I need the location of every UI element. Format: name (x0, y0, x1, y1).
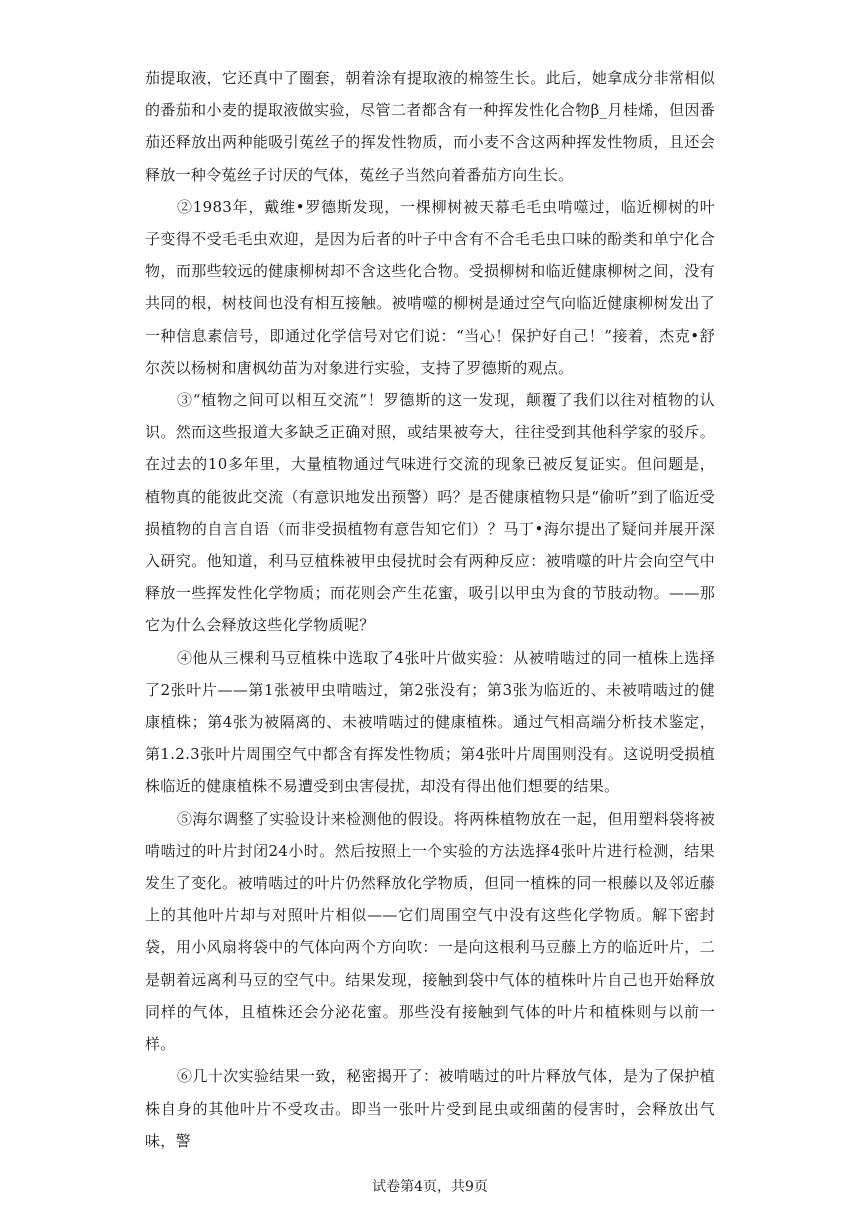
paragraph-4: ④他从三棵利马豆植株中选取了4张叶片做实验：从被啃啮过的同一植株上选择了2张叶片——第1张被甲虫啃啮过，第2张没有；第3张为临近的、未被啃啮过的健康植株；第4张为被隔离的、未被啃啮过的健康植株。通过气相高端分析技术鉴定，第1.2.3张叶片周围空气中都含有挥发性物质；第4张叶片周围则没有。这说明受损植株临近的健康植株不易遭受到虫害侵扰，却没有得出他们想要的结果。 (145, 648, 715, 796)
paragraph-6: ⑥几十次实验结果一致，秘密揭开了：被啃啮过的叶片释放气体，是为了保护植株自身的其他叶片不受攻击。即当一张叶片受到昆虫或细菌的侵害时，会释放出气味，警 (145, 1067, 715, 1150)
paragraph-continuation: 茄提取液，它还真中了圈套，朝着涂有提取液的棉签生长。此后，她拿成分非常相似的番茄和小麦的提取液做实验，尽管二者都含有一种挥发性化合物β_月桂烯，但因番茄还释放出两种能吸引菟丝子的挥发性物质，而小麦不含这两种挥发性物质，且还会释放一种令菟丝子讨厌的气体，菟丝子当然向着番茄方向生长。 (145, 69, 715, 184)
page-footer: 试卷第4页，共9页 (372, 1179, 488, 1195)
paragraph-3: ③“植物之间可以相互交流”！罗德斯的这一发现，颠覆了我们以往对植物的认识。然而这些报道大多缺乏正确对照，或结果被夸大，往往受到其他科学家的驳斥。在过去的10多年里，大量植物通过气味进行交流的现象已被反复证实。但问题是，植物真的能彼此交流（有意识地发出预警）吗？是否健康植物只是“偷听”到了临近受损植物的自言自语（而非受损植物有意告知它们）？马丁•海尔提出了疑问并展开深入研究。他知道，利马豆植株被甲虫侵扰时会有两种反应：被啃噬的叶片会向空气中释放一些挥发性化学物质；而花则会产生花蜜，吸引以甲虫为食的节肢动物。——那它为什么会释放这些化学物质呢？ (145, 391, 715, 635)
paragraph-2: ②1983年，戴维•罗德斯发现，一棵柳树被天幕毛毛虫啃噬过，临近柳树的叶子变得不受毛毛虫欢迎，是因为后者的叶子中含有不合毛毛虫口味的酚类和单宁化合物，而那些较远的健康柳树却不含这些化合物。受损柳树和临近健康柳树之间，没有共同的根，树枝间也没有相互接触。被啃噬的柳树是通过空气向临近健康柳树发出了一种信息素信号，即通过化学信号对它们说：“当心！保护好自己！”接着，杰克•舒尔茨以杨树和唐枫幼苗为对象进行实验，支持了罗德斯的观点。 (145, 197, 715, 377)
paragraph-5: ⑤海尔调整了实验设计来检测他的假设。将两株植物放在一起，但用塑料袋将被啃啮过的叶片封闭24小时。然后按照上一个实验的方法选择4张叶片进行检测，结果发生了变化。被啃啮过的叶片仍然释放化学物质，但同一植株的同一根藤以及邻近藤上的其他叶片却与对照叶片相似——它们周围空气中没有这些化学物质。解下密封袋，用小风扇将袋中的气体向两个方向吹：一是向这根利马豆藤上方的临近叶片，二是朝着远离利马豆的空气中。结果发现，接触到袋中气体的植株叶片自己也开始释放同样的气体，且植株还会分泌花蜜。那些没有接触到气体的叶片和植株则与以前一样。 (145, 809, 715, 1054)
article-body (145, 62, 715, 1157)
